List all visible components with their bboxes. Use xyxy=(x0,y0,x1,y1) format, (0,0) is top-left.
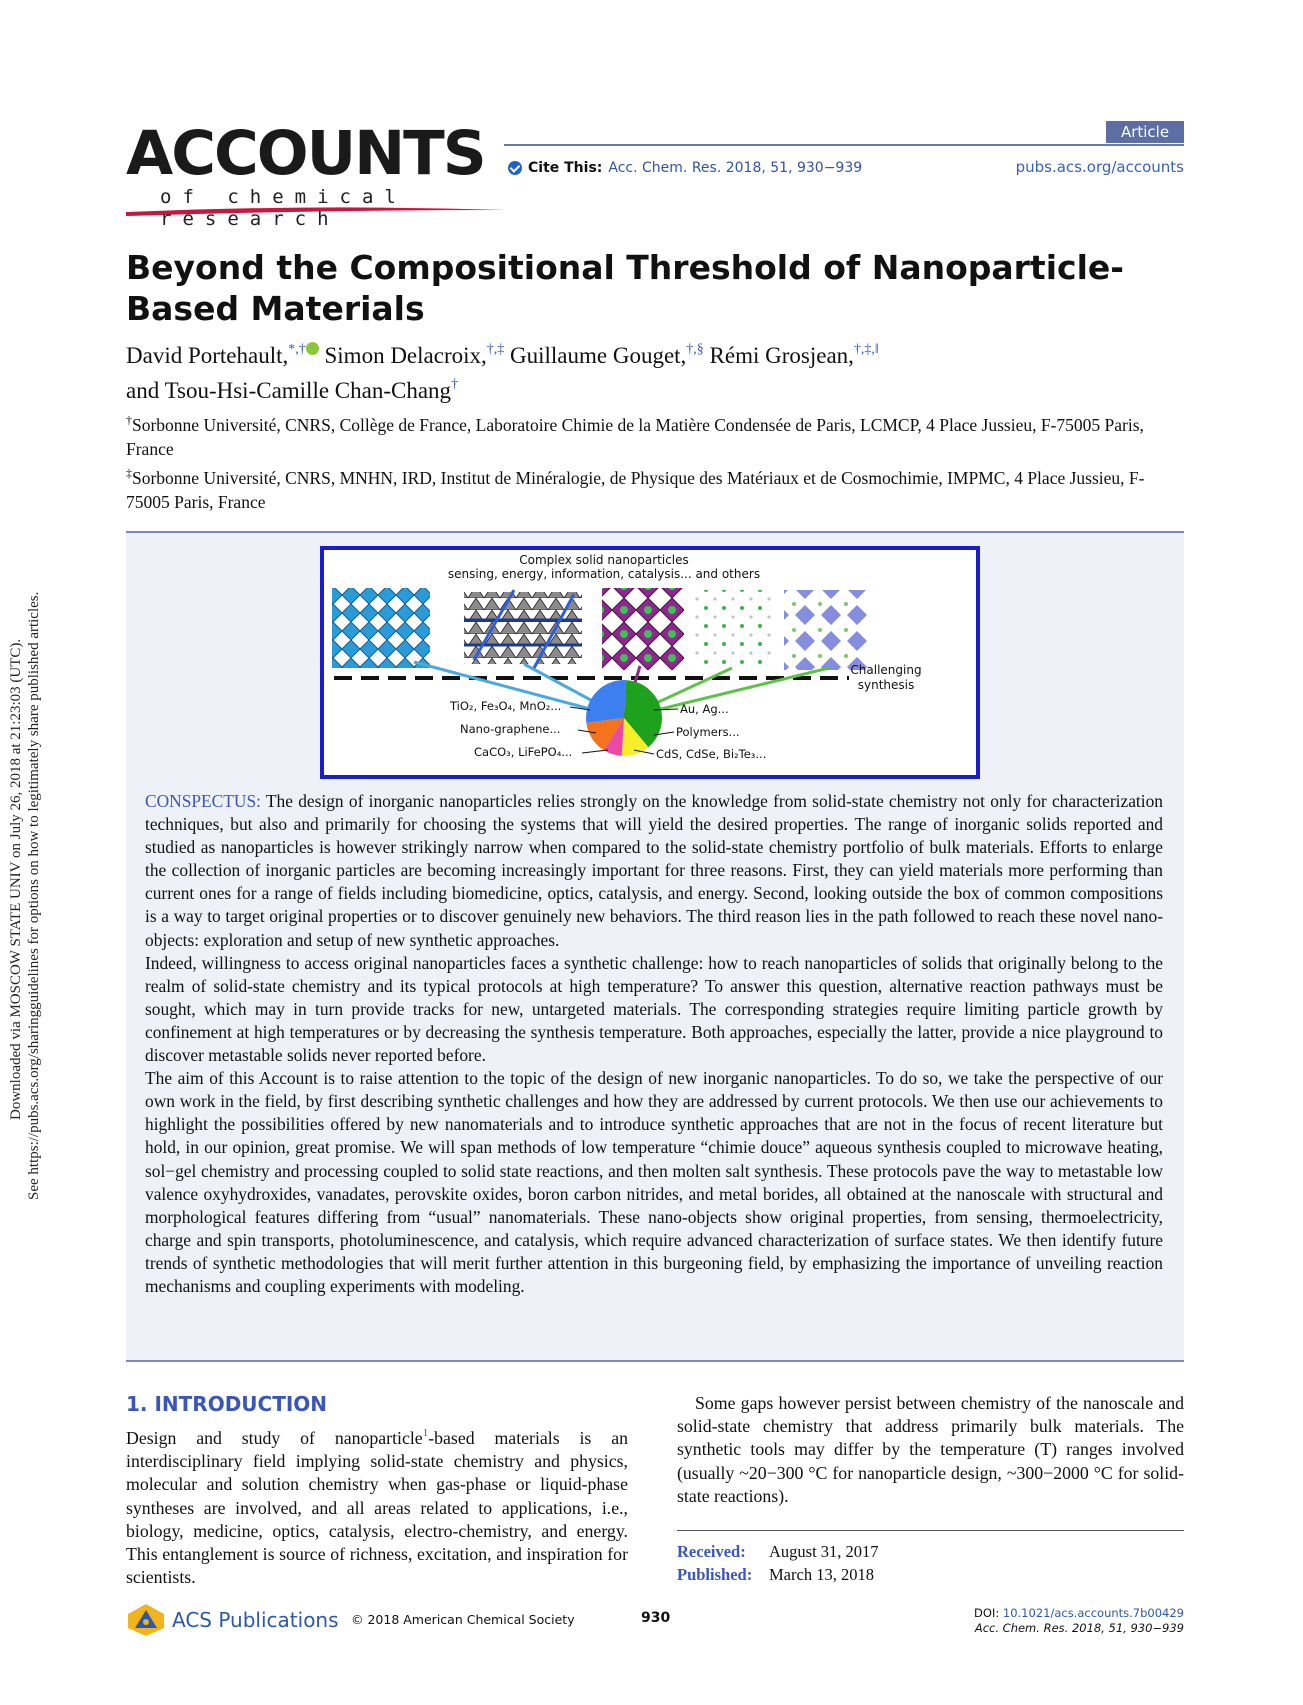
pie-label-right-1: Au, Ag... xyxy=(680,702,729,716)
conspectus-paragraph-3: The aim of this Account is to raise attention to the topic of the design of new inorganic nanoparticles. To do so, we take the perspective of our own work in the field, by first describing synthetic challenges and how they are addressed by current protocols. We then use our achievements to highlight the possibilities offered by new nanomaterials and to introduce synthetic approaches that are not in the focus of recent literature but hold, in our opinion, great promise. We will span methods of low temperature “chimie douce” aqueous synthesis coupled to microwave heating, sol−gel chemistry and processing coupled to solid state reactions, and then molten salt synthesis. These protocols pave the way to metastable low valence oxyhydroxides, vanadates, perovskite oxides, boron carbon nitrides, and metal borides, all obtained at the nanoscale with structural and morphological features differing from “usual” nanomaterials. These nano-objects show original properties, from sensing, thermoelectricity, charge and spin transports, photoluminescence, and catalysis, which require advanced characterization of surface states. We then identify future trends of synthetic methodologies that will merit further attention in this burgeoning field, by emphasizing the importance of unveiling reaction mechanisms and coupling experiments with modeling. xyxy=(145,1068,1163,1296)
copyright: © 2018 American Chemical Society xyxy=(351,1612,575,1627)
journal-url[interactable]: pubs.acs.org/accounts xyxy=(1015,158,1184,176)
conspectus-label: CONSPECTUS: xyxy=(145,791,261,811)
pie-label-right-3: CdS, CdSe, Bi₂Te₃... xyxy=(656,747,767,761)
author-list xyxy=(126,335,1186,405)
structure-purple-octahedra xyxy=(602,588,684,670)
intro-right-column xyxy=(677,1392,1184,1508)
published-date: March 13, 2018 xyxy=(769,1565,874,1584)
published-row xyxy=(677,1563,879,1586)
authors-and: and xyxy=(126,378,160,403)
received-label: Received: xyxy=(677,1542,746,1561)
cite-label: Cite This: xyxy=(528,160,603,176)
pie-label-left-2: Nano-graphene... xyxy=(460,722,561,736)
header-rule xyxy=(504,144,1184,146)
author-affil-mark: †,‡ xyxy=(486,342,505,357)
conspectus-paragraph-1 xyxy=(145,790,1163,952)
intro-paragraph xyxy=(126,1422,628,1589)
author-name[interactable]: Tsou-Hsi-Camille Chan-Chang xyxy=(164,378,452,403)
publisher-name: ACS Publications xyxy=(172,1608,339,1632)
author-affil-mark: † xyxy=(451,377,459,392)
checkmark-icon xyxy=(508,161,522,175)
toc-graphic xyxy=(320,546,980,779)
toc-figure xyxy=(324,550,976,775)
journal-logo-subtitle: of chemical research xyxy=(160,186,407,230)
conspectus-paragraph-2: Indeed, willingness to access original nanoparticles faces a synthetic challenge: how to reach nanoparticles of solids that originally belong to the realm of solid-state chemistry and its typical protocols at high temperature? To answer this question, alternative reaction pathways must be sought, which may in turn provide tracks for new, untargeted materials. The corresponding strategies require limiting particle growth by confinement at high temperatures or by decreasing the synthesis temperature. Both approaches, especially the latter, provide a nice playground to discover metastable solids never reported before. xyxy=(145,952,1163,1066)
intro-text-b: -based materials is an interdisciplinary field implying solid-state chemistry and physics, molecular and solution chemistry when gas-phase or liquid-phase syntheses are involved, and all areas related to applications, i.e., biology, medicine, optics, catalysis, electro-chemistry, and energy. This entanglement is source of richness, excitation, and inspiration for scientists. xyxy=(126,1428,628,1588)
structure-violet xyxy=(784,590,868,670)
watermark-line-2: See https://pubs.acs.org/sharingguidelines for options on how to legitimately share published articles. xyxy=(26,591,42,1200)
received-date: August 31, 2017 xyxy=(769,1542,879,1561)
intro-paragraph: Some gaps however persist between chemistry of the nanoscale and solid-state chemistry that address primarily bulk materials. The synthetic tools may differ by the temperature (T) ranges involved (usually ~20−300 °C for nanoparticle design, ~300−2000 °C for solid-state reactions). xyxy=(677,1393,1184,1506)
section-heading: 1. INTRODUCTION xyxy=(126,1392,328,1416)
conspectus-p1-text: The design of inorganic nanoparticles relies strongly on the knowledge from solid-state chemistry not only for characterization techniques, but also and primarily for choosing the systems that will yield the desired properties. The range of inorganic solids reported and studied as nanoparticles is however strikingly narrow when compared to the solid-state chemistry portfolio of bulk materials. Efforts to enlarge the collection of inorganic particles are becoming increasingly important for three reasons. First, they can yield materials more performing than current ones for a range of fields including biomedicine, optics, catalysis, and energy. Second, looking outside the box of common compositions is a way to target original properties or to discover genuinely new behaviors. The third reason lies in the path followed to reach these novel nano-objects: exploration and setup of new synthetic approaches. xyxy=(145,791,1163,950)
doi-label: DOI: xyxy=(974,1606,1000,1620)
pie-leader xyxy=(582,750,608,753)
published-label: Published: xyxy=(677,1565,753,1584)
pie-label-left-3: CaCO₃, LiFePO₄... xyxy=(474,745,573,759)
author-name[interactable]: Simon Delacroix, xyxy=(324,343,487,368)
dates-rule xyxy=(677,1530,1184,1531)
watermark-line-1: Downloaded via MOSCOW STATE UNIV on July 26, 2018 at 21:23:03 (UTC). xyxy=(8,638,24,1120)
author-affil-mark: *,† xyxy=(288,342,306,357)
affiliation-text: Sorbonne Université, CNRS, MNHN, IRD, Institut de Minéralogie, de Physique des Matériaux et de Cosmochimie, IMPMC, 4 Place Jussieu, F-75005 Paris, France xyxy=(126,468,1145,512)
cite-reference[interactable]: Acc. Chem. Res. 2018, 51, 930−939 xyxy=(608,160,863,176)
affiliation xyxy=(126,408,1186,461)
page-number: 930 xyxy=(641,1610,671,1626)
doi-block xyxy=(974,1606,1184,1636)
received-row xyxy=(677,1540,879,1563)
journal-logo xyxy=(126,118,506,230)
author-affil-mark: †,‡,‖ xyxy=(853,342,879,357)
intro-left-column xyxy=(126,1422,628,1589)
toc-caption-2: sensing, energy, information, catalysis... and others xyxy=(447,567,761,581)
pie-label-left-1: TiO₂, Fe₃O₄, MnO₂... xyxy=(450,699,562,713)
pie-label-right-2: Polymers... xyxy=(676,725,740,739)
acs-publications-logo[interactable] xyxy=(126,1602,339,1638)
affiliation xyxy=(126,461,1186,514)
article-title: Beyond the Compositional Threshold of Nanoparticle-Based Materials xyxy=(126,248,1124,328)
conspectus-text xyxy=(145,790,1163,1298)
affiliation-mark: ‡ xyxy=(126,466,132,480)
reference-link[interactable]: 1 xyxy=(422,1427,429,1439)
challenging-label-1: Challenging xyxy=(850,663,922,677)
pie-slice xyxy=(586,680,626,723)
affiliation-text: Sorbonne Université, CNRS, Collège de France, Laboratoire Chimie de la Matière Condensée de Paris, LCMCP, 4 Place Jussieu, F-75005 Paris, France xyxy=(126,415,1144,459)
author-name[interactable]: Rémi Grosjean, xyxy=(709,343,854,368)
page-footer xyxy=(126,1602,1184,1642)
article-type-badge: Article xyxy=(1106,121,1184,143)
affiliation-mark: † xyxy=(126,413,132,427)
composition-pie xyxy=(586,680,662,756)
author-name[interactable]: David Portehault, xyxy=(126,343,289,368)
author-name[interactable]: Guillaume Gouget, xyxy=(510,343,687,368)
structure-layered-grey xyxy=(464,592,582,664)
toc-caption-1: Complex solid nanoparticles xyxy=(519,553,689,567)
challenging-label-2: synthesis xyxy=(857,678,915,692)
structure-green-dots xyxy=(694,590,776,668)
download-watermark xyxy=(0,520,60,1220)
author-affil-mark: †,§ xyxy=(686,342,704,357)
intro-text-a: Design and study of nanoparticle xyxy=(126,1428,423,1448)
journal-reference: Acc. Chem. Res. 2018, 51, 930−939 xyxy=(974,1621,1184,1635)
journal-logo-text: ACCOUNTS xyxy=(126,118,485,189)
doi-line xyxy=(974,1606,1184,1621)
doi-link[interactable]: 10.1021/acs.accounts.7b00429 xyxy=(1002,1606,1184,1620)
acs-hexagon-icon xyxy=(126,1602,166,1638)
structure-perovskite-blue xyxy=(332,588,430,668)
orcid-icon[interactable] xyxy=(306,342,319,355)
history-dates xyxy=(677,1540,879,1586)
cite-this[interactable] xyxy=(508,160,862,176)
